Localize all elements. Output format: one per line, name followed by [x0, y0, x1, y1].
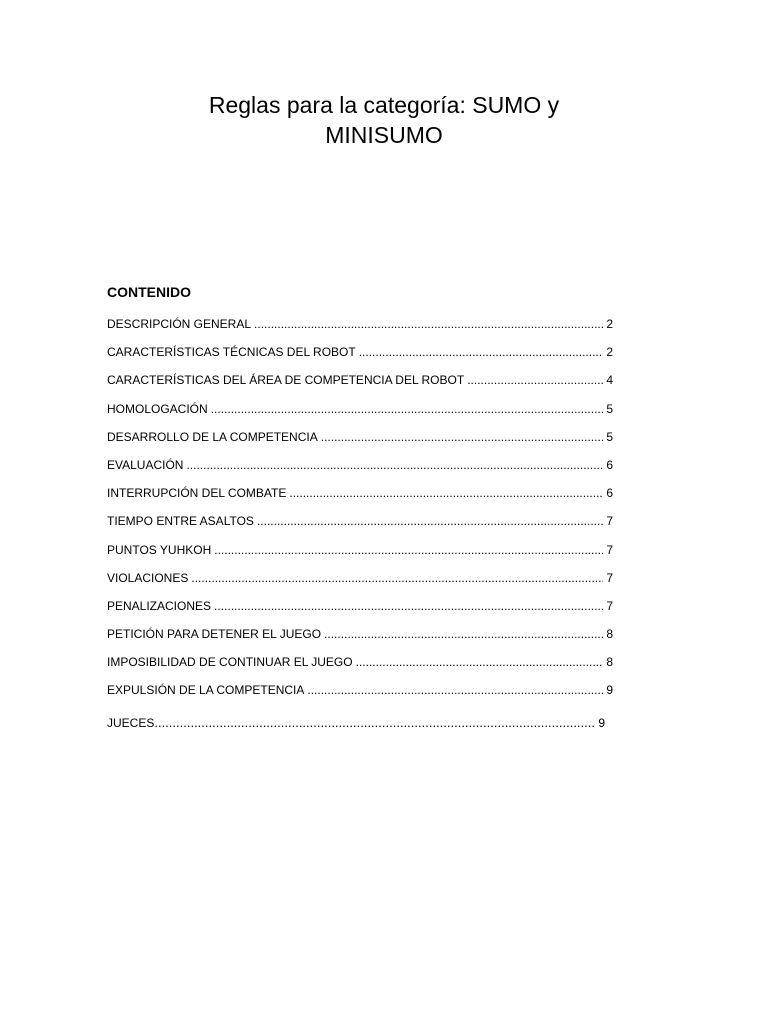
toc-entry-label: IMPOSIBILIDAD DE CONTINUAR EL JUEGO [107, 655, 353, 670]
toc-entry [107, 543, 613, 571]
toc-page-number: 6 [606, 486, 613, 501]
toc-entry-label: PUNTOS YUHKOH [107, 542, 212, 557]
toc-entry [107, 458, 613, 486]
toc-dot-leader [321, 430, 604, 444]
toc-entry [107, 317, 613, 345]
toc-page-number: 5 [606, 429, 613, 444]
toc-dot-leader [214, 543, 603, 557]
toc-page-number: 6 [606, 457, 613, 472]
toc-entry [107, 402, 613, 430]
toc-entry [107, 599, 613, 627]
toc-entry-label: DESCRIPCIÓN GENERAL [107, 317, 252, 331]
toc-entry [107, 683, 613, 711]
toc-entry [107, 715, 605, 743]
toc-page-number: 8 [606, 627, 613, 642]
toc-dot-leader [257, 514, 603, 528]
toc-entry-label: EXPULSIÓN DE LA COMPETENCIA [107, 683, 305, 698]
toc-dot-leader [191, 571, 603, 585]
toc-dot-leader [324, 627, 603, 641]
document-title-line-1: Reglas para la categoría: SUMO y [208, 92, 560, 118]
toc-page-number: 9 [606, 683, 613, 698]
toc-dot-leader [307, 683, 603, 697]
toc-entry [107, 373, 613, 401]
toc-entry-label: HOMOLOGACIÓN [107, 401, 208, 416]
toc-page-number: 7 [606, 514, 613, 529]
toc-page-number: 2 [606, 317, 613, 331]
document-title [150, 90, 618, 150]
toc-entry-label: PENALIZACIONES [107, 598, 212, 613]
toc-entry-label: CARACTERÍSTICAS TÉCNICAS DEL ROBOT [107, 345, 356, 360]
toc-dot-leader [214, 599, 603, 613]
toc-page-number: 7 [606, 570, 613, 585]
toc-page-number: 2 [606, 345, 613, 360]
toc-entry [107, 627, 613, 655]
toc-entry-label: TIEMPO ENTRE ASALTOS [107, 514, 254, 529]
toc-dot-leader [154, 715, 594, 730]
toc-heading: CONTENIDO [107, 284, 191, 300]
toc-entry-label: JUECES [107, 715, 155, 730]
toc-page-number: 7 [606, 542, 613, 557]
toc-dot-leader [467, 373, 603, 387]
toc-dot-leader [289, 486, 603, 500]
toc-entry [107, 486, 613, 514]
toc-dot-leader [211, 402, 604, 416]
toc-page-number: 5 [606, 401, 613, 416]
toc-dot-leader [186, 458, 603, 472]
toc-entry-label: DESARROLLO DE LA COMPETENCIA [107, 429, 318, 444]
toc-entry-label: VIOLACIONES [107, 570, 189, 585]
toc-page-number: 8 [606, 655, 613, 670]
toc-entry [107, 514, 613, 542]
toc-page-number: 4 [606, 373, 613, 388]
toc-page-number: 9 [598, 715, 605, 730]
toc-entry [107, 345, 613, 373]
toc-dot-leader [359, 345, 604, 359]
toc-entry [107, 430, 613, 458]
toc-entry-label: EVALUACIÓN [107, 457, 184, 472]
toc-page-number: 7 [606, 598, 613, 613]
table-of-contents [107, 317, 613, 743]
toc-dot-leader [254, 317, 603, 331]
toc-entry [107, 655, 613, 683]
toc-entry-label: INTERRUPCIÓN DEL COMBATE [107, 486, 287, 501]
document-title-line-2: MINISUMO [325, 122, 443, 148]
toc-entry-label: PETICIÓN PARA DETENER EL JUEGO [107, 627, 322, 642]
toc-entry-label: CARACTERÍSTICAS DEL ÁREA DE COMPETENCIA DEL ROBOT [107, 373, 465, 388]
toc-dot-leader [356, 655, 604, 669]
toc-entry [107, 571, 613, 599]
